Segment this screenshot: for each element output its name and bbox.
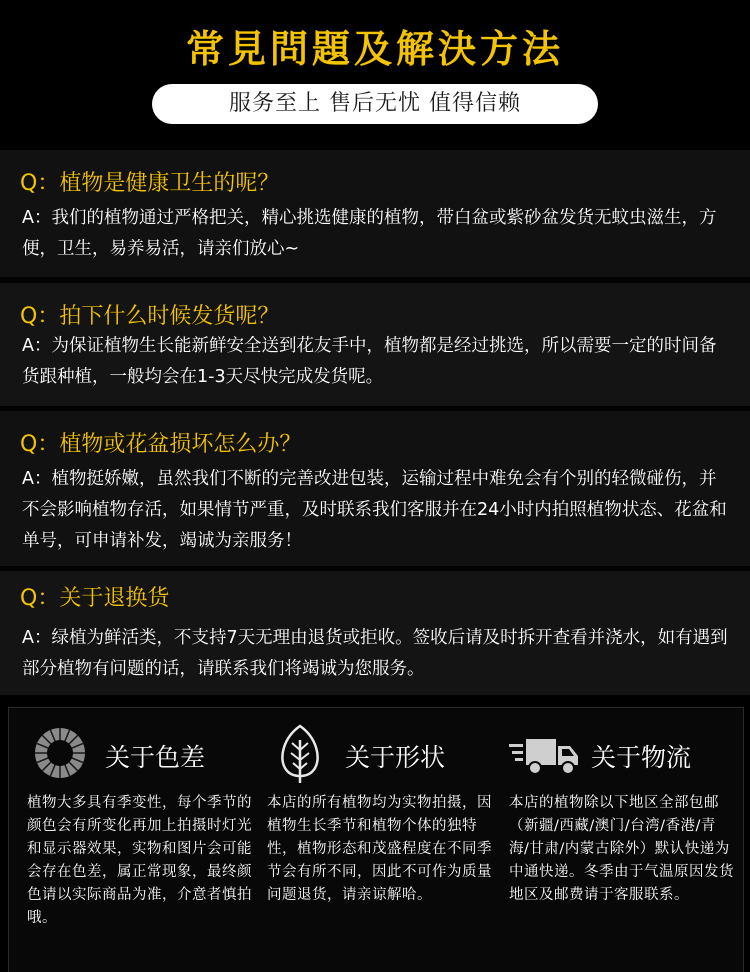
info-box-text: 本店的植物除以下地区全部包邮（新疆/西藏/澳门/台湾/香港/青海/甘肃/内蒙古除外）默认快递为中通快递。冬季由于气温原因发货地区及邮费请于客服联系。 (509, 795, 734, 903)
info-box-shape (267, 708, 495, 972)
faq-answer: A：我们的植物通过严格把关，精心挑选健康的植物，带白盆或紫砂盆发货无蚊虫滋生，方便，卫生，易养易活，请亲们放心~ (22, 208, 717, 259)
faq-question: Q：植物是健康卫生的呢？ (20, 171, 280, 196)
leaf-icon (271, 722, 329, 784)
faq-question: Q：植物或花盆损坏怎么办？ (20, 432, 302, 457)
info-box-color (27, 708, 255, 972)
faq-item (0, 150, 750, 277)
faq-item (0, 283, 750, 406)
delivery-truck-icon (509, 736, 581, 776)
faq-answer: A：为保证植物生长能新鲜安全送到花友手中，植物都是经过挑选，所以需要一定的时间备货跟种植，一般均会在1-3天尽快完成发货呢。 (22, 336, 717, 387)
info-box-text: 植物大多具有季变性，每个季节的颜色会有所变化再加上拍摄时灯光和显示器效果，实物和图片会可能会存在色差，属正常现象，最终颜色请以实际商品为准，介意者慎拍哦。 (27, 795, 252, 926)
info-box-title: 关于物流 (591, 743, 692, 772)
info-box-logistics (509, 708, 737, 972)
info-box-title: 关于色差 (105, 743, 206, 772)
faq-question: Q：关于退换货 (20, 586, 170, 611)
faq-answer: A：绿植为鲜活类，不支持7天无理由退货或拒收。签收后请及时拆开查看并浇水，如有遇到部分植物有问题的话，请联系我们将竭诚为您服务。 (22, 628, 728, 679)
info-box-title: 关于形状 (345, 743, 446, 772)
faq-answer: A：植物挺娇嫩，虽然我们不断的完善改进包装，运输过程中难免会有个别的轻微碰伤，并不会影响植物存活，如果情节严重，及时联系我们客服并在24小时内拍照植物状态、花盆和单号，可申请补发，竭诚为亲服务！ (22, 469, 727, 551)
info-boxes (8, 707, 744, 972)
page-title: 常見問題及解決方法 (185, 26, 564, 71)
faq-question: Q：拍下什么时候发货呢？ (20, 304, 280, 329)
faq-item (0, 571, 750, 695)
service-slogan-banner: 服务至上 售后无忧 值得信赖 (152, 84, 598, 124)
info-box-text: 本店的所有植物均为实物拍摄，因植物生长季节和植物个体的独特性，植物形态和茂盛程度在不同季节会有所不同，因此不可作为质量问题退货，请亲谅解哈。 (267, 795, 492, 903)
faq-item (0, 411, 750, 566)
color-wheel-icon (31, 722, 89, 784)
